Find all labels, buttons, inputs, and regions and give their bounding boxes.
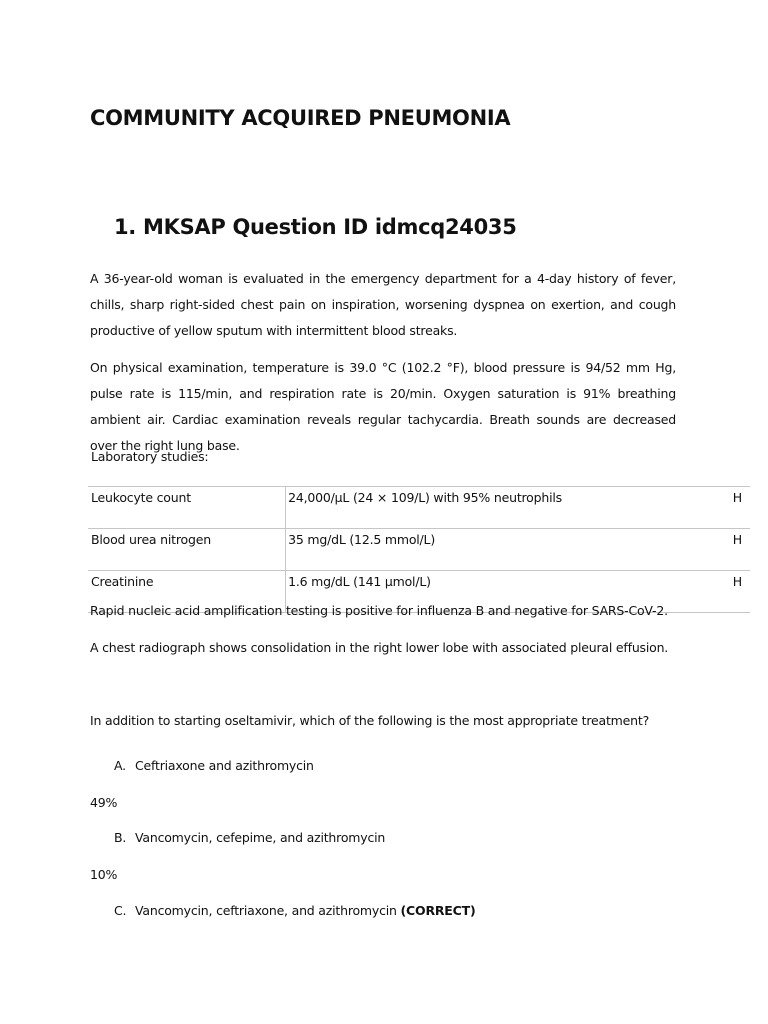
- lab-test-flag: H: [700, 529, 750, 571]
- lab-test-name: Leukocyte count: [88, 487, 286, 529]
- option-letter: C.: [114, 903, 127, 918]
- correct-answer-tag: (CORRECT): [400, 903, 476, 918]
- answer-option-c[interactable]: [114, 903, 475, 918]
- radiograph-result: A chest radiograph shows consolidation in the right lower lobe with associated pleural effusion.: [90, 640, 669, 655]
- option-b-percent: 10%: [90, 867, 118, 882]
- option-letter: B.: [114, 830, 127, 845]
- case-history-paragraph: A 36-year-old woman is evaluated in the emergency department for a 4-day history of fever, chills, sharp right-sided chest pain on inspiration, worsening dyspnea on exertion, and cough productive of yellow sputum with intermittent blood streaks.: [90, 271, 676, 338]
- document-title: COMMUNITY ACQUIRED PNEUMONIA: [90, 106, 511, 130]
- question-heading: [114, 215, 517, 239]
- rapid-test-result: Rapid nucleic acid amplification testing is positive for influenza B and negative for SARS-CoV-2.: [90, 603, 668, 618]
- option-text: Ceftriaxone and azithromycin: [135, 758, 314, 773]
- option-text: Vancomycin, ceftriaxone, and azithromycin: [135, 903, 401, 918]
- table-row: [88, 529, 750, 571]
- answer-option-b[interactable]: [114, 830, 385, 845]
- lab-results-table: [88, 486, 750, 613]
- question-number: 1.: [114, 215, 136, 239]
- option-letter: A.: [114, 758, 126, 773]
- lab-test-name: Blood urea nitrogen: [88, 529, 286, 571]
- lab-test-name: Creatinine: [88, 571, 286, 613]
- lab-studies-label: Laboratory studies:: [91, 449, 209, 464]
- answer-option-a[interactable]: [114, 758, 314, 773]
- physical-exam-paragraph: On physical examination, temperature is 39.0 °C (102.2 °F), blood pressure is 94/52 mm Hg, pulse rate is 115/min, and respiration rate is 20/min. Oxygen saturation is 91% breathing ambient air. Cardiac examination reveals regular tachycardia. Breath sounds are decreased over the right lung base.: [90, 360, 676, 453]
- option-a-percent: 49%: [90, 795, 118, 810]
- lab-test-flag: H: [700, 571, 750, 613]
- lab-test-flag: H: [700, 487, 750, 529]
- table-row: [88, 487, 750, 529]
- lab-test-value: 35 mg/dL (12.5 mmol/L): [286, 529, 700, 571]
- lab-test-value: 24,000/µL (24 × 109/L) with 95% neutrophils: [286, 487, 700, 529]
- option-text: Vancomycin, cefepime, and azithromycin: [135, 830, 386, 845]
- question-id: MKSAP Question ID idmcq24035: [143, 215, 517, 239]
- lab-test-value: 1.6 mg/dL (141 µmol/L): [286, 571, 700, 613]
- question-stem: In addition to starting oseltamivir, which of the following is the most appropriate treatment?: [90, 713, 650, 728]
